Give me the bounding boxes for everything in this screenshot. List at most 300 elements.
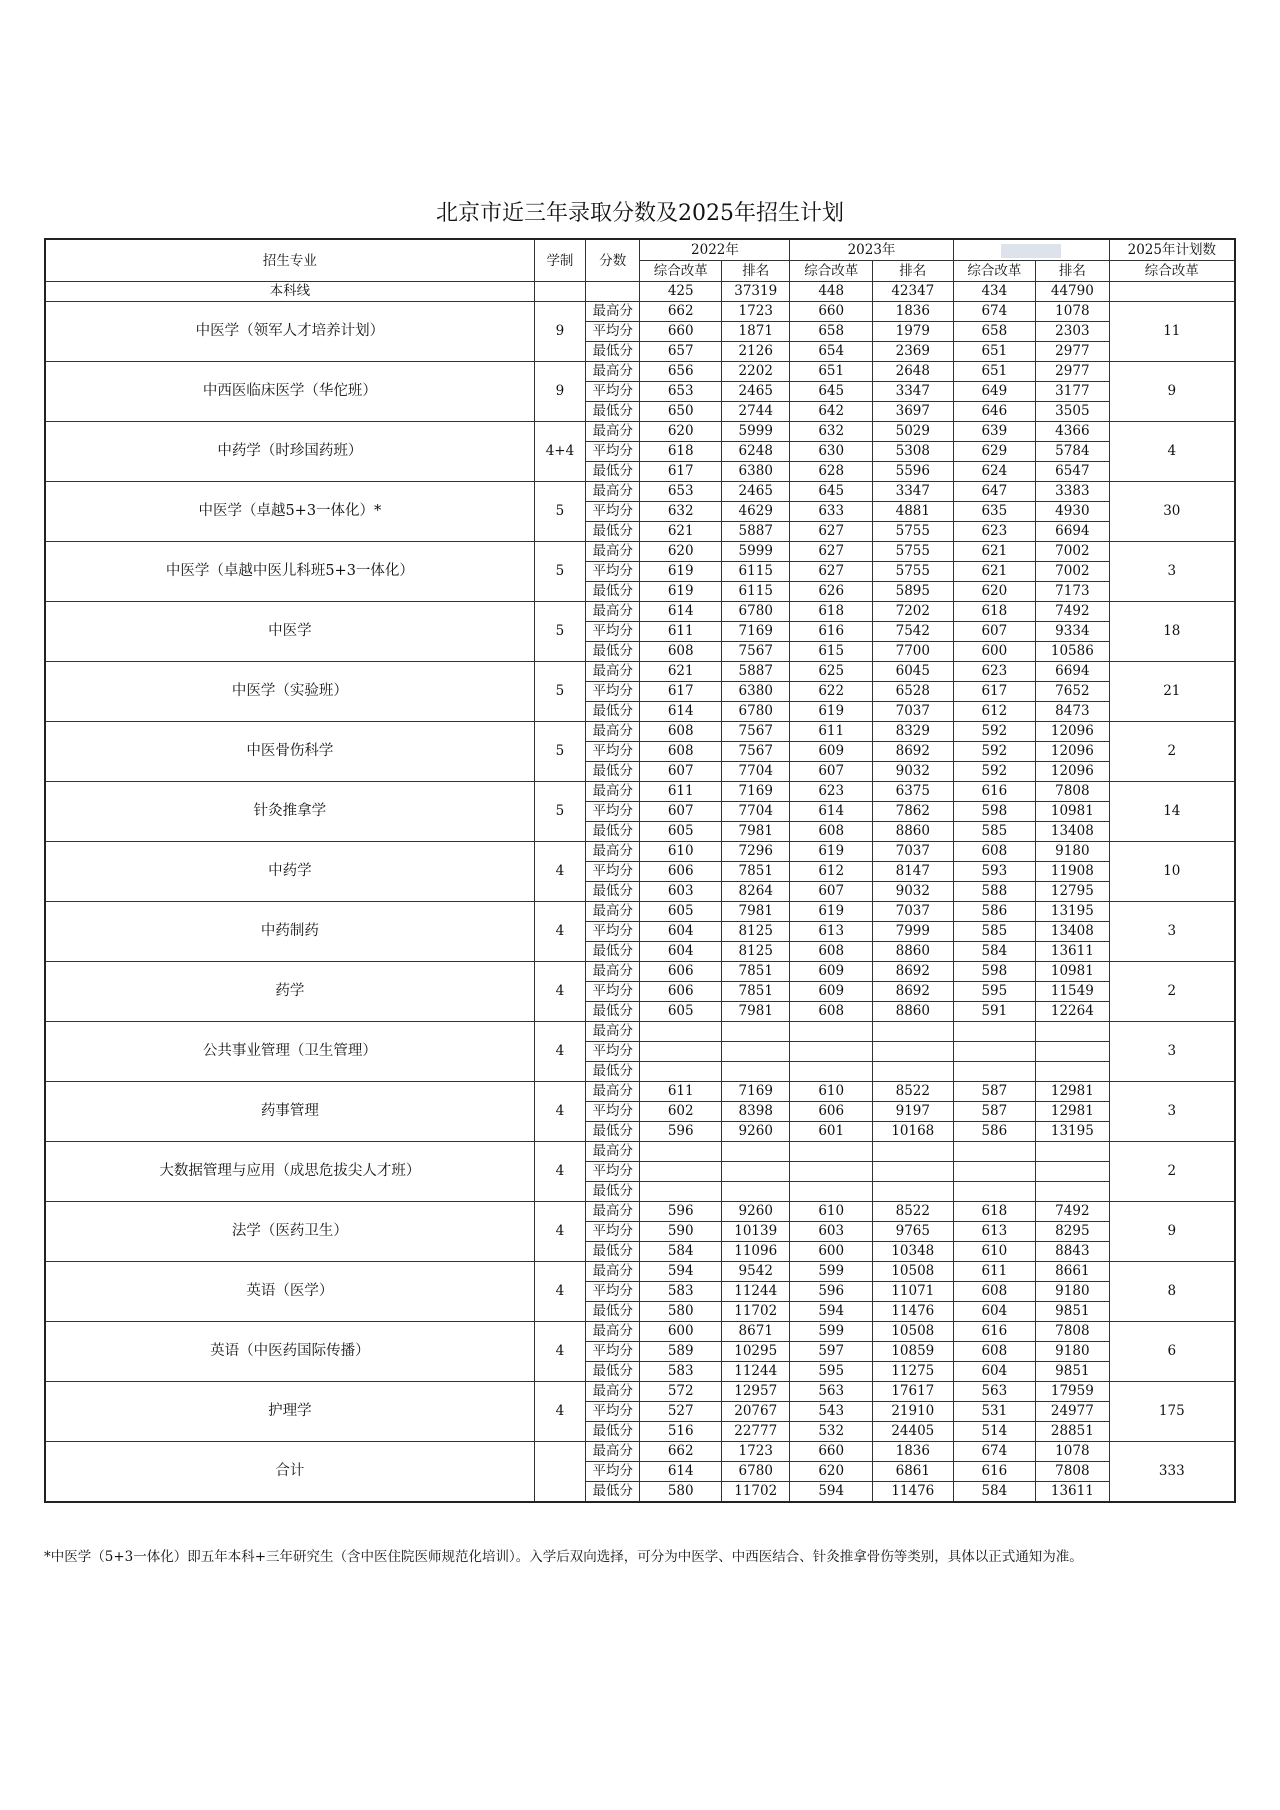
- score-cell: [953, 1142, 1036, 1162]
- baseline-value: 37319: [722, 282, 790, 302]
- rank-cell: 12096: [1036, 742, 1109, 762]
- header-year-2023: 2023年: [790, 239, 953, 261]
- rank-cell: 7002: [1036, 562, 1109, 582]
- score-type-label: 最高分: [586, 662, 640, 682]
- rank-cell: 2648: [873, 362, 954, 382]
- footnote: *中医学（5+3一体化）即五年本科+三年研究生（含中医住院医师规范化培训）。入学后双向选择，可分为中医学、中西医结合、针灸推拿骨伤等类别，具体以正式通知为准。: [44, 1549, 1083, 1565]
- score-type-label: 最低分: [586, 762, 640, 782]
- rank-cell: 2977: [1036, 362, 1109, 382]
- score-cell: 605: [640, 902, 722, 922]
- header-major: 招生专业: [45, 239, 534, 282]
- major-name: 针灸推拿学: [45, 782, 534, 842]
- rank-cell: 7542: [873, 622, 954, 642]
- score-cell: 621: [640, 522, 722, 542]
- rank-cell: 17959: [1036, 1382, 1109, 1402]
- score-cell: 674: [953, 302, 1036, 322]
- score-cell: 563: [790, 1382, 873, 1402]
- rank-cell: 1836: [873, 1442, 954, 1462]
- score-type-label: 平均分: [586, 442, 640, 462]
- score-cell: 618: [640, 442, 722, 462]
- rank-cell: 11702: [722, 1482, 790, 1503]
- rank-cell: 9180: [1036, 1342, 1109, 1362]
- rank-cell: [1036, 1022, 1109, 1042]
- score-cell: 611: [790, 722, 873, 742]
- major-duration: 4: [534, 1142, 585, 1202]
- plan-count: 30: [1109, 482, 1235, 542]
- score-cell: [640, 1022, 722, 1042]
- score-type-label: 最低分: [586, 582, 640, 602]
- header-year-2022: 2022年: [640, 239, 790, 261]
- score-type-label: 最低分: [586, 882, 640, 902]
- score-cell: 623: [953, 522, 1036, 542]
- table-row: [45, 1202, 1235, 1222]
- rank-cell: 7169: [722, 782, 790, 802]
- rank-cell: [722, 1162, 790, 1182]
- score-type-label: 平均分: [586, 862, 640, 882]
- score-cell: 586: [953, 1122, 1036, 1142]
- score-type-label: 平均分: [586, 682, 640, 702]
- score-cell: 610: [953, 1242, 1036, 1262]
- score-cell: 630: [790, 442, 873, 462]
- header-sub-score: 综合改革: [953, 261, 1036, 282]
- score-cell: 609: [790, 742, 873, 762]
- score-cell: 592: [953, 742, 1036, 762]
- score-cell: 619: [790, 842, 873, 862]
- score-cell: 651: [953, 362, 1036, 382]
- major-name: 中医学（卓越5+3一体化）*: [45, 482, 534, 542]
- major-duration: 4: [534, 1382, 585, 1442]
- rank-cell: 1723: [722, 1442, 790, 1462]
- rank-cell: 7851: [722, 962, 790, 982]
- score-cell: 607: [640, 762, 722, 782]
- score-type-label: 平均分: [586, 1342, 640, 1362]
- rank-cell: 5755: [873, 562, 954, 582]
- score-cell: 606: [640, 862, 722, 882]
- rank-cell: 8329: [873, 722, 954, 742]
- rank-cell: 28851: [1036, 1422, 1109, 1442]
- score-cell: [953, 1042, 1036, 1062]
- rank-cell: 6380: [722, 682, 790, 702]
- rank-cell: 6547: [1036, 462, 1109, 482]
- table-row: [45, 542, 1235, 562]
- rank-cell: 10348: [873, 1242, 954, 1262]
- score-cell: 600: [640, 1322, 722, 1342]
- major-name: 中药学（时珍国药班）: [45, 422, 534, 482]
- baseline-value: 42347: [873, 282, 954, 302]
- score-cell: 586: [953, 902, 1036, 922]
- score-cell: 584: [953, 942, 1036, 962]
- score-cell: 616: [953, 1322, 1036, 1342]
- rank-cell: 7567: [722, 742, 790, 762]
- rank-cell: 6248: [722, 442, 790, 462]
- rank-cell: 2369: [873, 342, 954, 362]
- score-cell: 632: [640, 502, 722, 522]
- score-cell: 654: [790, 342, 873, 362]
- score-cell: 621: [953, 542, 1036, 562]
- score-cell: 607: [790, 762, 873, 782]
- score-cell: 584: [953, 1482, 1036, 1503]
- score-cell: 618: [790, 602, 873, 622]
- score-cell: 614: [640, 702, 722, 722]
- rank-cell: 3177: [1036, 382, 1109, 402]
- major-name: 英语（医学）: [45, 1262, 534, 1322]
- rank-cell: 11476: [873, 1302, 954, 1322]
- rank-cell: 10859: [873, 1342, 954, 1362]
- rank-cell: 24405: [873, 1422, 954, 1442]
- rank-cell: 6780: [722, 1462, 790, 1482]
- rank-cell: 7981: [722, 902, 790, 922]
- major-duration: 5: [534, 782, 585, 842]
- table-row: [45, 1322, 1235, 1342]
- table-row: [45, 662, 1235, 682]
- score-cell: 611: [640, 1082, 722, 1102]
- baseline-value: 425: [640, 282, 722, 302]
- rank-cell: 9180: [1036, 842, 1109, 862]
- score-type-label: 平均分: [586, 1042, 640, 1062]
- rank-cell: 11476: [873, 1482, 954, 1503]
- rank-cell: [1036, 1162, 1109, 1182]
- score-cell: 628: [790, 462, 873, 482]
- rank-cell: 8522: [873, 1202, 954, 1222]
- table-row: [45, 302, 1235, 322]
- score-cell: 608: [953, 1282, 1036, 1302]
- score-cell: 618: [953, 1202, 1036, 1222]
- header-plan: 2025年计划数: [1109, 239, 1235, 261]
- score-type-label: 最高分: [586, 422, 640, 442]
- score-type-label: 最低分: [586, 402, 640, 422]
- score-cell: 617: [640, 462, 722, 482]
- major-name: 药学: [45, 962, 534, 1022]
- rank-cell: 9260: [722, 1122, 790, 1142]
- score-type-label: 最高分: [586, 722, 640, 742]
- score-cell: 651: [953, 342, 1036, 362]
- score-cell: 645: [790, 482, 873, 502]
- baseline-value: 434: [953, 282, 1036, 302]
- score-cell: 646: [953, 402, 1036, 422]
- score-cell: 604: [640, 942, 722, 962]
- score-type-label: 最高分: [586, 842, 640, 862]
- plan-count: 9: [1109, 1202, 1235, 1262]
- score-cell: 608: [790, 822, 873, 842]
- rank-cell: 10508: [873, 1322, 954, 1342]
- rank-cell: 5784: [1036, 442, 1109, 462]
- rank-cell: 9851: [1036, 1302, 1109, 1322]
- score-cell: 601: [790, 1122, 873, 1142]
- rank-cell: 12264: [1036, 1002, 1109, 1022]
- score-type-label: 平均分: [586, 322, 640, 342]
- baseline-empty: [586, 282, 640, 302]
- score-cell: 609: [790, 982, 873, 1002]
- score-cell: 620: [953, 582, 1036, 602]
- rank-cell: 12096: [1036, 722, 1109, 742]
- score-type-label: 最低分: [586, 342, 640, 362]
- rank-cell: 20767: [722, 1402, 790, 1422]
- score-type-label: 最高分: [586, 1202, 640, 1222]
- table-row: [45, 1142, 1235, 1162]
- major-duration: 5: [534, 722, 585, 782]
- score-cell: [640, 1162, 722, 1182]
- rank-cell: 8692: [873, 742, 954, 762]
- score-cell: 595: [953, 982, 1036, 1002]
- rank-cell: [873, 1162, 954, 1182]
- rank-cell: 6694: [1036, 662, 1109, 682]
- score-cell: 598: [953, 962, 1036, 982]
- score-cell: 580: [640, 1482, 722, 1503]
- score-cell: 614: [790, 802, 873, 822]
- score-cell: 516: [640, 1422, 722, 1442]
- major-name: 中西医临床医学（华佗班）: [45, 362, 534, 422]
- major-duration: 9: [534, 302, 585, 362]
- rank-cell: 13408: [1036, 822, 1109, 842]
- score-cell: 608: [640, 722, 722, 742]
- rank-cell: [722, 1062, 790, 1082]
- score-cell: 615: [790, 642, 873, 662]
- score-type-label: 最高分: [586, 482, 640, 502]
- score-cell: 658: [790, 322, 873, 342]
- rank-cell: [873, 1062, 954, 1082]
- score-cell: [640, 1062, 722, 1082]
- score-type-label: 最低分: [586, 1122, 640, 1142]
- rank-cell: 5999: [722, 422, 790, 442]
- score-cell: 532: [790, 1422, 873, 1442]
- major-name: 公共事业管理（卫生管理）: [45, 1022, 534, 1082]
- score-type-label: 平均分: [586, 1282, 640, 1302]
- rank-cell: 9542: [722, 1262, 790, 1282]
- score-type-label: 平均分: [586, 1402, 640, 1422]
- score-type-label: 最高分: [586, 362, 640, 382]
- table-row: [45, 842, 1235, 862]
- score-cell: 623: [790, 782, 873, 802]
- score-cell: 626: [790, 582, 873, 602]
- major-duration: 4: [534, 1202, 585, 1262]
- rank-cell: 10168: [873, 1122, 954, 1142]
- rank-cell: 6375: [873, 782, 954, 802]
- rank-cell: 9260: [722, 1202, 790, 1222]
- rank-cell: 8398: [722, 1102, 790, 1122]
- baseline-empty: [534, 282, 585, 302]
- score-cell: 612: [953, 702, 1036, 722]
- score-cell: 605: [640, 822, 722, 842]
- score-cell: 632: [790, 422, 873, 442]
- table-row: [45, 782, 1235, 802]
- score-cell: 608: [790, 942, 873, 962]
- score-cell: 590: [640, 1222, 722, 1242]
- rank-cell: 21910: [873, 1402, 954, 1422]
- score-type-label: 最低分: [586, 1242, 640, 1262]
- score-cell: 624: [953, 462, 1036, 482]
- major-duration: 4+4: [534, 422, 585, 482]
- rank-cell: 10295: [722, 1342, 790, 1362]
- rank-cell: 9032: [873, 882, 954, 902]
- score-type-label: 最高分: [586, 602, 640, 622]
- score-type-label: 最高分: [586, 302, 640, 322]
- table-row: [45, 1082, 1235, 1102]
- rank-cell: 8522: [873, 1082, 954, 1102]
- rank-cell: 8264: [722, 882, 790, 902]
- major-duration: 4: [534, 1082, 585, 1142]
- score-cell: 653: [640, 482, 722, 502]
- rank-cell: 7492: [1036, 1202, 1109, 1222]
- score-type-label: 最高分: [586, 1322, 640, 1342]
- rank-cell: 13611: [1036, 1482, 1109, 1503]
- score-cell: 580: [640, 1302, 722, 1322]
- rank-cell: 6115: [722, 562, 790, 582]
- score-cell: [790, 1142, 873, 1162]
- score-cell: 617: [640, 682, 722, 702]
- score-type-label: 最低分: [586, 822, 640, 842]
- score-cell: 658: [953, 322, 1036, 342]
- score-cell: 635: [953, 502, 1036, 522]
- score-cell: 611: [640, 622, 722, 642]
- score-cell: [953, 1182, 1036, 1202]
- score-cell: 583: [640, 1362, 722, 1382]
- plan-count: 21: [1109, 662, 1235, 722]
- rank-cell: 10139: [722, 1222, 790, 1242]
- major-name: 中医骨伤科学: [45, 722, 534, 782]
- rank-cell: 1871: [722, 322, 790, 342]
- score-type-label: 最低分: [586, 702, 640, 722]
- rank-cell: 5308: [873, 442, 954, 462]
- score-cell: [790, 1062, 873, 1082]
- admission-table: [44, 238, 1236, 1503]
- rank-cell: 6380: [722, 462, 790, 482]
- score-cell: 589: [640, 1342, 722, 1362]
- score-cell: 594: [640, 1262, 722, 1282]
- rank-cell: 5029: [873, 422, 954, 442]
- score-cell: 591: [953, 1002, 1036, 1022]
- rank-cell: 12981: [1036, 1082, 1109, 1102]
- rank-cell: 6861: [873, 1462, 954, 1482]
- rank-cell: 12795: [1036, 882, 1109, 902]
- header-year-masked: [953, 239, 1109, 261]
- score-cell: 660: [790, 1442, 873, 1462]
- rank-cell: 7567: [722, 642, 790, 662]
- major-name: 中医学（领军人才培养计划）: [45, 302, 534, 362]
- score-type-label: 最高分: [586, 902, 640, 922]
- rank-cell: 7808: [1036, 782, 1109, 802]
- score-cell: 608: [640, 742, 722, 762]
- score-type-label: 平均分: [586, 382, 640, 402]
- score-type-label: 最低分: [586, 522, 640, 542]
- score-cell: [953, 1022, 1036, 1042]
- score-cell: 608: [953, 1342, 1036, 1362]
- score-cell: 649: [953, 382, 1036, 402]
- score-cell: 514: [953, 1422, 1036, 1442]
- score-cell: 606: [790, 1102, 873, 1122]
- masked-year-label: [1001, 244, 1061, 258]
- rank-cell: 6780: [722, 702, 790, 722]
- score-cell: 674: [953, 1442, 1036, 1462]
- rank-cell: 5999: [722, 542, 790, 562]
- score-type-label: 平均分: [586, 502, 640, 522]
- rank-cell: 11096: [722, 1242, 790, 1262]
- score-type-label: 最低分: [586, 1002, 640, 1022]
- rank-cell: 8295: [1036, 1222, 1109, 1242]
- rank-cell: 7037: [873, 702, 954, 722]
- rank-cell: 7567: [722, 722, 790, 742]
- score-cell: 593: [953, 862, 1036, 882]
- score-type-label: 平均分: [586, 1102, 640, 1122]
- plan-count: 2: [1109, 722, 1235, 782]
- rank-cell: [722, 1022, 790, 1042]
- rank-cell: 6780: [722, 602, 790, 622]
- table-row: [45, 1382, 1235, 1402]
- rank-cell: 5755: [873, 522, 954, 542]
- score-cell: [790, 1022, 873, 1042]
- rank-cell: [1036, 1042, 1109, 1062]
- score-cell: 651: [790, 362, 873, 382]
- rank-cell: 4930: [1036, 502, 1109, 522]
- score-cell: 616: [953, 782, 1036, 802]
- header-sub-score: 综合改革: [640, 261, 722, 282]
- plan-count: 18: [1109, 602, 1235, 662]
- major-name: 中医学（卓越中医儿科班5+3一体化）: [45, 542, 534, 602]
- score-cell: 598: [953, 802, 1036, 822]
- score-cell: 629: [953, 442, 1036, 462]
- score-type-label: 平均分: [586, 1462, 640, 1482]
- score-cell: 543: [790, 1402, 873, 1422]
- score-cell: 622: [790, 682, 873, 702]
- score-cell: 572: [640, 1382, 722, 1402]
- rank-cell: 8860: [873, 1002, 954, 1022]
- rank-cell: 8692: [873, 982, 954, 1002]
- score-cell: 610: [790, 1082, 873, 1102]
- plan-count: 3: [1109, 542, 1235, 602]
- score-cell: [953, 1162, 1036, 1182]
- plan-count: 4: [1109, 422, 1235, 482]
- rank-cell: 2744: [722, 402, 790, 422]
- score-type-label: 平均分: [586, 622, 640, 642]
- score-cell: 602: [640, 1102, 722, 1122]
- score-cell: 609: [790, 962, 873, 982]
- score-cell: 607: [790, 882, 873, 902]
- rank-cell: 9197: [873, 1102, 954, 1122]
- score-cell: 606: [640, 962, 722, 982]
- score-cell: 599: [790, 1262, 873, 1282]
- rank-cell: 13408: [1036, 922, 1109, 942]
- plan-count: 2: [1109, 1142, 1235, 1202]
- rank-cell: 2202: [722, 362, 790, 382]
- header-duration: 学制: [534, 239, 585, 282]
- rank-cell: 8692: [873, 962, 954, 982]
- score-cell: 606: [640, 982, 722, 1002]
- rank-cell: 10981: [1036, 962, 1109, 982]
- table-row: [45, 962, 1235, 982]
- rank-cell: 5596: [873, 462, 954, 482]
- header-sub-score: 综合改革: [790, 261, 873, 282]
- rank-cell: 12096: [1036, 762, 1109, 782]
- major-duration: 5: [534, 482, 585, 542]
- score-cell: 612: [790, 862, 873, 882]
- score-cell: 608: [790, 1002, 873, 1022]
- score-cell: 662: [640, 1442, 722, 1462]
- plan-count: 8: [1109, 1262, 1235, 1322]
- score-cell: 608: [640, 642, 722, 662]
- rank-cell: 7981: [722, 822, 790, 842]
- rank-cell: 7808: [1036, 1462, 1109, 1482]
- header-sub-rank: 排名: [722, 261, 790, 282]
- score-type-label: 最高分: [586, 782, 640, 802]
- rank-cell: 1723: [722, 302, 790, 322]
- score-cell: 627: [790, 542, 873, 562]
- major-duration: 4: [534, 902, 585, 962]
- score-cell: 650: [640, 402, 722, 422]
- rank-cell: 10508: [873, 1262, 954, 1282]
- page-title: 北京市近三年录取分数及2025年招生计划: [436, 201, 844, 226]
- score-cell: 616: [790, 622, 873, 642]
- score-cell: 623: [953, 662, 1036, 682]
- rank-cell: 9765: [873, 1222, 954, 1242]
